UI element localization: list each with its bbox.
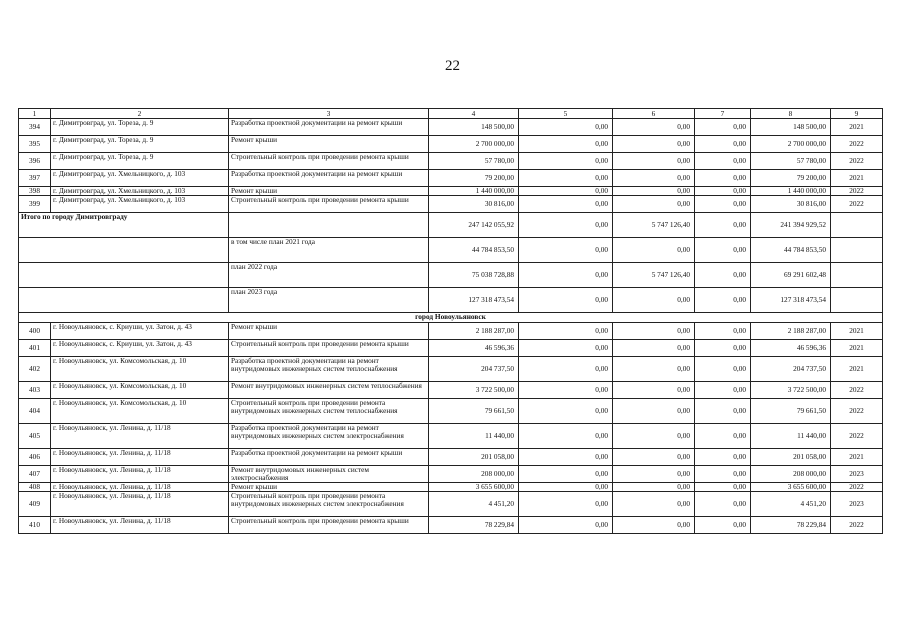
amount-cell: 11 440,00 (751, 424, 831, 449)
amount-cell: 201 058,00 (429, 449, 519, 466)
amount-cell: 2 700 000,00 (751, 136, 831, 153)
totals-amount-cell: 0,00 (695, 238, 751, 263)
year-cell: 2021 (831, 323, 883, 340)
totals-amount-cell: 69 291 602,48 (751, 263, 831, 288)
totals-row (19, 238, 883, 263)
totals-amount-cell: 127 318 473,54 (429, 288, 519, 313)
amount-cell: 0,00 (519, 323, 613, 340)
work-type-cell: Строительный контроль при проведении ремонта внутридомовых инженерных систем теплоснабжения (229, 399, 429, 424)
amount-cell: 0,00 (695, 449, 751, 466)
amount-cell: 0,00 (613, 357, 695, 382)
year-cell: 2023 (831, 466, 883, 483)
amount-cell: 0,00 (695, 119, 751, 136)
totals-row (19, 288, 883, 313)
amount-cell: 0,00 (695, 136, 751, 153)
page-number: 22 (445, 58, 460, 74)
totals-amount-cell: 0,00 (613, 288, 695, 313)
table-row (19, 424, 883, 449)
table-row (19, 119, 883, 136)
amount-cell: 0,00 (519, 382, 613, 399)
amount-cell: 1 440 000,00 (429, 187, 519, 196)
amount-cell: 0,00 (519, 449, 613, 466)
section-row (19, 313, 883, 323)
table-row (19, 136, 883, 153)
work-type-cell: Строительный контроль при проведении ремонта крыши (229, 196, 429, 213)
amount-cell: 0,00 (519, 196, 613, 213)
amount-cell: 0,00 (519, 153, 613, 170)
work-type-cell: Разработка проектной документации на ремонт внутридомовых инженерных систем теплоснабжения (229, 357, 429, 382)
amount-cell: 0,00 (519, 466, 613, 483)
totals-work-cell: план 2022 года (229, 263, 429, 288)
year-cell: 2022 (831, 382, 883, 399)
empty-cell (19, 238, 229, 263)
address-cell: г. Новоульяновск, ул. Ленина, д. 11/18 (51, 492, 229, 517)
amount-cell: 0,00 (613, 466, 695, 483)
row-number: 400 (19, 323, 51, 340)
row-number: 404 (19, 399, 51, 424)
totals-amount-cell: 127 318 473,54 (751, 288, 831, 313)
amount-cell: 0,00 (519, 492, 613, 517)
row-number: 401 (19, 340, 51, 357)
amount-cell: 3 655 600,00 (751, 483, 831, 492)
section-title: город Новоульяновск (19, 313, 883, 323)
amount-cell: 1 440 000,00 (751, 187, 831, 196)
totals-amount-cell: 75 038 728,88 (429, 263, 519, 288)
table-row (19, 449, 883, 466)
totals-amount-cell: 0,00 (519, 288, 613, 313)
amount-cell: 0,00 (695, 466, 751, 483)
totals-amount-cell: 44 784 853,50 (429, 238, 519, 263)
amount-cell: 0,00 (613, 323, 695, 340)
empty-cell (19, 263, 229, 288)
amount-cell: 2 188 287,00 (751, 323, 831, 340)
amount-cell: 0,00 (613, 424, 695, 449)
totals-amount-cell: 5 747 126,40 (613, 263, 695, 288)
row-number: 402 (19, 357, 51, 382)
row-number: 396 (19, 153, 51, 170)
amount-cell: 3 655 600,00 (429, 483, 519, 492)
amount-cell: 0,00 (613, 196, 695, 213)
year-cell: 2022 (831, 517, 883, 534)
row-number: 405 (19, 424, 51, 449)
address-cell: г. Димитровград, ул. Тореза, д. 9 (51, 136, 229, 153)
amount-cell: 0,00 (519, 424, 613, 449)
amount-cell: 0,00 (613, 517, 695, 534)
amount-cell: 0,00 (695, 170, 751, 187)
work-type-cell: Ремонт крыши (229, 187, 429, 196)
amount-cell: 204 737,50 (429, 357, 519, 382)
amount-cell: 204 737,50 (751, 357, 831, 382)
row-number: 406 (19, 449, 51, 466)
amount-cell: 208 000,00 (751, 466, 831, 483)
amount-cell: 0,00 (613, 187, 695, 196)
totals-work-cell: план 2023 года (229, 288, 429, 313)
amount-cell: 30 816,00 (751, 196, 831, 213)
amount-cell: 2 188 287,00 (429, 323, 519, 340)
column-header: 6 (613, 109, 695, 119)
row-number: 395 (19, 136, 51, 153)
amount-cell: 0,00 (613, 449, 695, 466)
amount-cell: 0,00 (519, 517, 613, 534)
totals-amount-cell: 44 784 853,50 (751, 238, 831, 263)
empty-cell (831, 288, 883, 313)
amount-cell: 78 229,84 (429, 517, 519, 534)
work-type-cell: Ремонт крыши (229, 136, 429, 153)
table-row (19, 196, 883, 213)
year-cell: 2022 (831, 483, 883, 492)
table-row (19, 187, 883, 196)
year-cell: 2022 (831, 196, 883, 213)
table-row (19, 517, 883, 534)
column-header: 2 (51, 109, 229, 119)
work-type-cell: Строительный контроль при проведении ремонта внутридомовых инженерных систем электроснабжения (229, 492, 429, 517)
address-cell: г. Новоульяновск, ул. Ленина, д. 11/18 (51, 517, 229, 534)
work-type-cell: Строительный контроль при проведении ремонта крыши (229, 340, 429, 357)
row-number: 394 (19, 119, 51, 136)
amount-cell: 0,00 (695, 340, 751, 357)
amount-cell: 0,00 (695, 424, 751, 449)
amount-cell: 78 229,84 (751, 517, 831, 534)
amount-cell: 0,00 (695, 357, 751, 382)
empty-cell (19, 288, 229, 313)
amount-cell: 0,00 (519, 136, 613, 153)
amount-cell: 0,00 (613, 382, 695, 399)
amount-cell: 148 500,00 (429, 119, 519, 136)
capital-repair-table (18, 108, 883, 534)
address-cell: г. Димитровград, ул. Хмельницкого, д. 103 (51, 196, 229, 213)
year-cell: 2022 (831, 153, 883, 170)
amount-cell: 0,00 (613, 119, 695, 136)
amount-cell: 201 058,00 (751, 449, 831, 466)
amount-cell: 11 440,00 (429, 424, 519, 449)
address-cell: г. Новоульяновск, ул. Ленина, д. 11/18 (51, 483, 229, 492)
amount-cell: 0,00 (519, 340, 613, 357)
empty-cell (831, 238, 883, 263)
amount-cell: 0,00 (695, 187, 751, 196)
year-cell: 2021 (831, 357, 883, 382)
amount-cell: 4 451,20 (429, 492, 519, 517)
work-type-cell: Ремонт внутридомовых инженерных систем электроснабжения (229, 466, 429, 483)
totals-label: Итого по городу Димитровграду (19, 213, 229, 238)
row-number: 398 (19, 187, 51, 196)
address-cell: г. Димитровград, ул. Тореза, д. 9 (51, 153, 229, 170)
work-type-cell: Ремонт крыши (229, 323, 429, 340)
totals-row (19, 263, 883, 288)
work-type-cell: Строительный контроль при проведении ремонта крыши (229, 153, 429, 170)
amount-cell: 0,00 (695, 153, 751, 170)
row-number: 399 (19, 196, 51, 213)
totals-amount-cell: 0,00 (695, 263, 751, 288)
table-row (19, 340, 883, 357)
address-cell: г. Димитровград, ул. Хмельницкого, д. 103 (51, 170, 229, 187)
table-row (19, 357, 883, 382)
year-cell: 2023 (831, 492, 883, 517)
totals-work-cell (229, 213, 429, 238)
amount-cell: 0,00 (695, 323, 751, 340)
column-header: 9 (831, 109, 883, 119)
amount-cell: 0,00 (613, 153, 695, 170)
totals-amount-cell: 0,00 (519, 213, 613, 238)
table-row (19, 483, 883, 492)
year-cell: 2021 (831, 340, 883, 357)
amount-cell: 57 780,00 (429, 153, 519, 170)
amount-cell: 148 500,00 (751, 119, 831, 136)
amount-cell: 0,00 (695, 517, 751, 534)
amount-cell: 0,00 (613, 399, 695, 424)
year-cell: 2022 (831, 399, 883, 424)
amount-cell: 3 722 500,00 (751, 382, 831, 399)
amount-cell: 2 700 000,00 (429, 136, 519, 153)
amount-cell: 0,00 (613, 492, 695, 517)
year-cell: 2022 (831, 424, 883, 449)
address-cell: г. Новоульяновск, с. Криуши, ул. Затон, д. 43 (51, 340, 229, 357)
table-row (19, 323, 883, 340)
totals-amount-cell: 0,00 (695, 213, 751, 238)
amount-cell: 0,00 (519, 483, 613, 492)
totals-amount-cell: 247 142 055,92 (429, 213, 519, 238)
amount-cell: 0,00 (519, 399, 613, 424)
amount-cell: 208 000,00 (429, 466, 519, 483)
work-type-cell: Ремонт внутридомовых инженерных систем теплоснабжения (229, 382, 429, 399)
amount-cell: 0,00 (613, 340, 695, 357)
work-type-cell: Ремонт крыши (229, 483, 429, 492)
address-cell: г. Новоульяновск, ул. Комсомольская, д. 10 (51, 382, 229, 399)
address-cell: г. Димитровград, ул. Тореза, д. 9 (51, 119, 229, 136)
column-header: 1 (19, 109, 51, 119)
amount-cell: 0,00 (695, 382, 751, 399)
address-cell: г. Новоульяновск, ул. Комсомольская, д. 10 (51, 357, 229, 382)
amount-cell: 79 661,50 (751, 399, 831, 424)
column-header: 5 (519, 109, 613, 119)
totals-work-cell: в том числе план 2021 года (229, 238, 429, 263)
year-cell: 2021 (831, 119, 883, 136)
table-row (19, 399, 883, 424)
amount-cell: 57 780,00 (751, 153, 831, 170)
address-cell: г. Димитровград, ул. Хмельницкого, д. 103 (51, 187, 229, 196)
amount-cell: 0,00 (695, 399, 751, 424)
address-cell: г. Новоульяновск, ул. Комсомольская, д. 10 (51, 399, 229, 424)
totals-amount-cell: 5 747 126,40 (613, 213, 695, 238)
totals-amount-cell: 0,00 (519, 238, 613, 263)
totals-row (19, 213, 883, 238)
column-header: 7 (695, 109, 751, 119)
row-number: 397 (19, 170, 51, 187)
amount-cell: 0,00 (695, 483, 751, 492)
amount-cell: 79 661,50 (429, 399, 519, 424)
amount-cell: 79 200,00 (751, 170, 831, 187)
amount-cell: 3 722 500,00 (429, 382, 519, 399)
amount-cell: 0,00 (519, 357, 613, 382)
row-number: 409 (19, 492, 51, 517)
totals-amount-cell: 0,00 (695, 288, 751, 313)
amount-cell: 46 596,36 (429, 340, 519, 357)
amount-cell: 0,00 (695, 196, 751, 213)
year-cell: 2021 (831, 170, 883, 187)
column-header: 8 (751, 109, 831, 119)
amount-cell: 0,00 (695, 492, 751, 517)
year-cell: 2021 (831, 449, 883, 466)
amount-cell: 0,00 (613, 136, 695, 153)
work-type-cell: Разработка проектной документации на ремонт внутридомовых инженерных систем электроснабжения (229, 424, 429, 449)
totals-amount-cell: 0,00 (519, 263, 613, 288)
header-row (19, 109, 883, 119)
work-type-cell: Строительный контроль при проведении ремонта крыши (229, 517, 429, 534)
work-type-cell: Разработка проектной документации на ремонт крыши (229, 170, 429, 187)
empty-cell (831, 263, 883, 288)
totals-amount-cell: 0,00 (613, 238, 695, 263)
year-cell: 2022 (831, 187, 883, 196)
amount-cell: 0,00 (519, 187, 613, 196)
table-row (19, 170, 883, 187)
work-type-cell: Разработка проектной документации на ремонт крыши (229, 119, 429, 136)
amount-cell: 0,00 (519, 119, 613, 136)
row-number: 410 (19, 517, 51, 534)
amount-cell: 4 451,20 (751, 492, 831, 517)
table-row (19, 492, 883, 517)
address-cell: г. Новоульяновск, ул. Ленина, д. 11/18 (51, 466, 229, 483)
address-cell: г. Новоульяновск, ул. Ленина, д. 11/18 (51, 449, 229, 466)
amount-cell: 0,00 (613, 483, 695, 492)
row-number: 407 (19, 466, 51, 483)
empty-cell (831, 213, 883, 238)
column-header: 3 (229, 109, 429, 119)
table-row (19, 466, 883, 483)
amount-cell: 30 816,00 (429, 196, 519, 213)
amount-cell: 79 200,00 (429, 170, 519, 187)
column-header: 4 (429, 109, 519, 119)
amount-cell: 0,00 (613, 170, 695, 187)
amount-cell: 0,00 (519, 170, 613, 187)
totals-amount-cell: 241 394 929,52 (751, 213, 831, 238)
address-cell: г. Новоульяновск, с. Криуши, ул. Затон, д. 43 (51, 323, 229, 340)
table-row (19, 382, 883, 399)
row-number: 408 (19, 483, 51, 492)
work-type-cell: Разработка проектной документации на ремонт крыши (229, 449, 429, 466)
year-cell: 2022 (831, 136, 883, 153)
table-row (19, 153, 883, 170)
amount-cell: 46 596,36 (751, 340, 831, 357)
row-number: 403 (19, 382, 51, 399)
address-cell: г. Новоульяновск, ул. Ленина, д. 11/18 (51, 424, 229, 449)
